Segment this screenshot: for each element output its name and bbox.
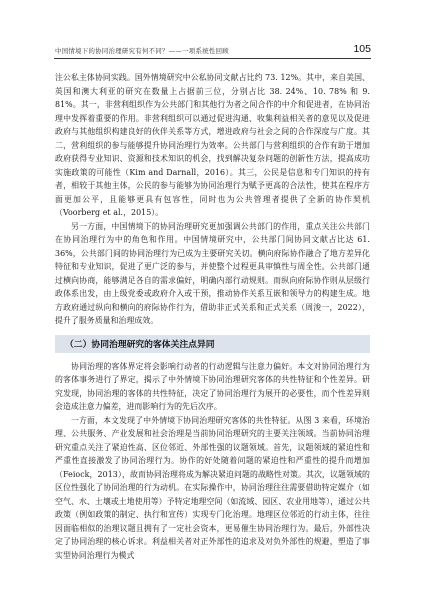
header-title: 中国情境下的协同治理研究有何不同？——一项系统性回顾 — [55, 47, 229, 55]
paragraph-1: 注公私主体协同实践。国外情境研究中公私协同文献占比约 73. 12%。其中，来自美国、英国和澳大利亚的研究在数量上占据前三位，分别占比 38. 24%、10. 78% 和 9. 81%。其一，非营利组织作为公共部门和其他行为者之间合作的中介和促进者，在协同治理中发挥着重要的作用。非营利组织可以通过促进沟通、收集利益相关者的意见以及促进政府与其他组织构建良好的伙伴关系等方式，增进政府与社会之间的合作深度与广度。其二，营利组织的参与能够提升协同治理行为效率。公共部门与营利组织的合作有助于增加政府获得专业知识、资源和技术知识的机会，找到解决复杂问题的创新性方法，提高成功实施政策的可能性（Kim and Darnall，2016）。其三，公民是信息和专门知识的持有者，相较于其他主体，公民的参与能够为协同治理行为赋予更高的合法性，使其在程序方面更加公平，且能够更具有包容性，同时也为公共管理者提供了全新的协作契机（Voorberg et al.，2015）。 — [55, 73, 370, 217]
section-heading-text: （二）协同治理研究的客体关注点异同 — [65, 340, 215, 350]
section-heading — [55, 335, 370, 353]
body-text — [55, 71, 370, 562]
header-rule — [54, 58, 371, 59]
paragraph-4: 一方面，本文发现了中外情境下协同治理研究客体的共性特征。从图 3 来看，环境治理、公共服务、产业发展和社会治理是当前协同治理研究的主要关注领域。当前协同治理研究重点关注了紧迫性高、区位邻近、外部性强的议题领域。首先，议题领域的紧迫性和严重性直接激发了协同治理行为。协作的好处随着问题的紧迫性和严重性的提升而增加（Feiock，2013），故而协同治理将成为解决紧迫问题的战略性对策。其次，议题领域的区位性强化了协同治理的行为动机。在实际操作中，协同治理往往需要借助特定媒介（如空气、水、土壤或土地使用等）予特定地理空间（如流域、园区、农业用地等），通过公共政策（例如政策的制定、执行和宣传）实现专门化治理。地理区位邻近的行动主体，往往因面临相似的治理议题且拥有了一定社会资本，更易催生协同治理行为。最后，外部性决定了协同治理的核心诉求。利益相关者对正外部性的追求及对负外部性的规避，塑造了事实型协同治理行为模式 — [55, 415, 370, 560]
page-number: 105 — [353, 43, 371, 55]
paragraph-3: 协同治理的客体界定将会影响行动者的行动逻辑与注意力偏好。本文对协同治理行为的客体事务进行了界定，揭示了中外情境下协同治理研究客体的共性特征和个性差异。研究发现，协同治理的客体的共性特征，决定了协同治理行为展开的必要性，而个性差异则会造成注意力偏差，进而影响行为的先后次序。 — [55, 361, 370, 411]
paragraph-2: 另一方面，中国情境下的协同治理研究更加强调公共部门的作用，重点关注公共部门在协同治理行为中的角色和作用。中国情境研究中，公共部门间协同文献占比达 61. 36%，公共部门间的协同治理行为已成为主要研究关切。横向府际协作融合了地方差异化特征和专业知识，促进了更广泛的参与，并使整个过程更具审慎性与周全性。公共部门通过横向协商，能够满足各自的需求偏好，明确内部行动规则。而纵向府际协作则从层级行政体系出发，由上级党委或政府介入或干预，推动协作关系互嵌和领导力的构建生成。地方政府通过纵向和横向的府际协作行为，借助非正式关系和正式关系（周浚一，2022），提升了服务质量和治理成效。 — [55, 221, 370, 325]
running-header — [0, 0, 427, 72]
